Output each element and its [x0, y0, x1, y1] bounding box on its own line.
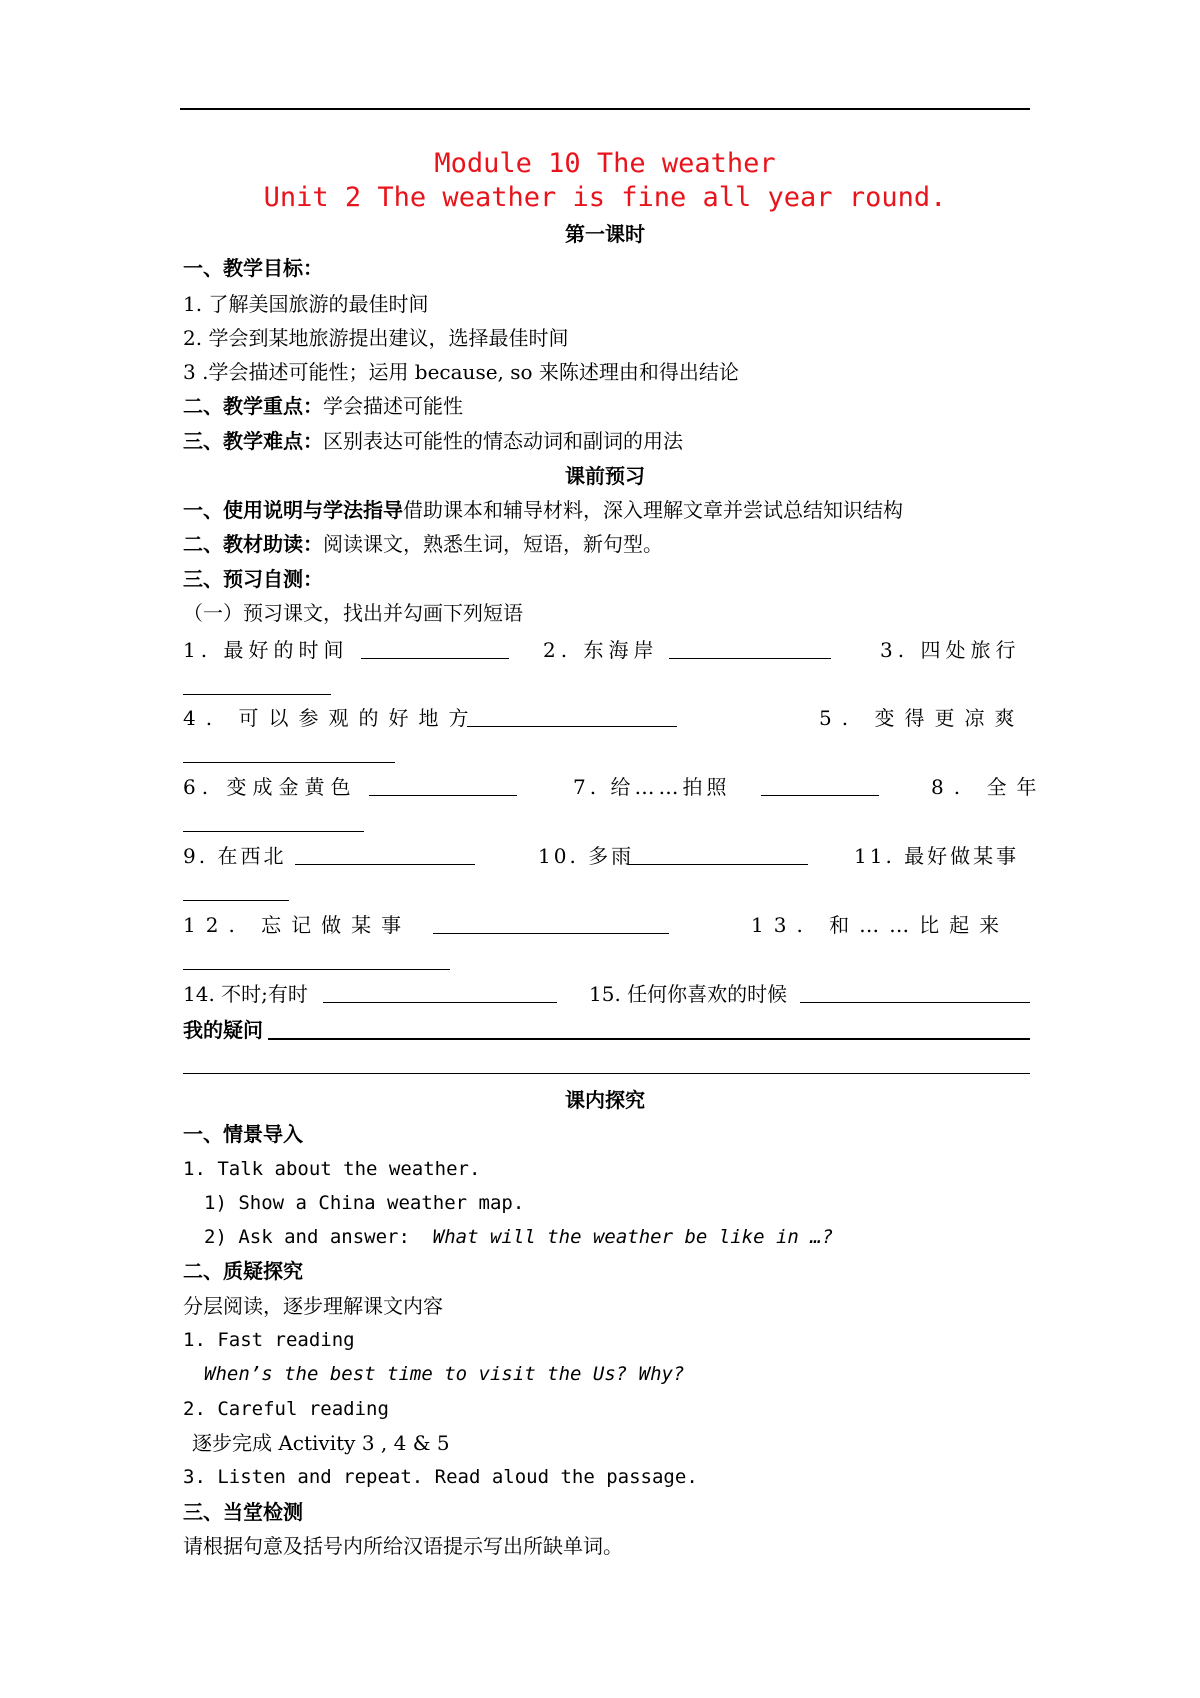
phrase-prompt: 1. 最好的时间	[183, 638, 349, 662]
activity-line: 2. Careful reading	[183, 1398, 389, 1420]
section-heading: 一、情景导入	[183, 1122, 303, 1146]
activity-line: 1) Show a China weather map.	[204, 1192, 525, 1214]
phrase-prompt: 6. 变成金黄色	[183, 775, 357, 799]
phrase-blank-continued[interactable]	[183, 694, 331, 695]
key-point-label: 二、教学重点：	[183, 394, 323, 418]
questions-blank-continued[interactable]	[183, 1073, 1030, 1074]
phrase-prompt: 3. 四处旅行	[880, 638, 1021, 662]
key-point-text: 学会描述可能性	[323, 394, 463, 418]
phrase-blank[interactable]	[433, 907, 669, 945]
phrase-blank-continued[interactable]	[183, 762, 395, 763]
phrase-blank[interactable]	[295, 838, 475, 876]
phrase-row	[183, 907, 1030, 943]
phrase-blank[interactable]	[628, 838, 808, 876]
usage-label: 一、使用说明与学法指导	[183, 498, 403, 522]
phrase-row	[183, 632, 1030, 668]
reading-aid	[183, 528, 663, 560]
module-title: Module 10 The weather	[434, 148, 776, 179]
phrase-blank-continued[interactable]	[183, 831, 364, 832]
objective-item: 1. 了解美国旅游的最佳时间	[183, 292, 429, 316]
exercise-instruction: 请根据句意及括号内所给汉语提示写出所缺单词。	[183, 1534, 623, 1558]
phrase-prompt: 13. 和……比起来	[751, 913, 1010, 937]
objective-item: 2. 学会到某地旅游提出建议，选择最佳时间	[183, 326, 569, 350]
section-heading: 三、当堂检测	[183, 1500, 303, 1524]
phrase-prompt: 12. 忘记做某事	[183, 913, 412, 937]
phrase-blank-continued[interactable]	[183, 900, 289, 901]
phrase-prompt: 5. 变得更凉爽	[819, 706, 1025, 730]
phrase-blank[interactable]	[361, 632, 509, 670]
phrase-row	[183, 976, 1030, 1012]
questions-row	[183, 1012, 1030, 1048]
phrase-prompt: 4. 可以参观的好地方	[183, 706, 479, 730]
activity-line: 1. Talk about the weather.	[183, 1158, 481, 1180]
phrase-prompt: 15. 任何你喜欢的时候	[589, 982, 788, 1006]
activity-line: 1. Fast reading	[183, 1329, 355, 1351]
phrases-instruction: （一）预习课文，找出并勾画下列短语	[183, 601, 523, 625]
section-heading: 二、质疑探究	[183, 1259, 303, 1283]
phrase-prompt: 7. 给……拍照	[573, 775, 731, 799]
phrase-blank[interactable]	[323, 976, 557, 1014]
phrase-row	[183, 838, 1030, 874]
ask-answer-label: 2) Ask and answer:	[204, 1226, 410, 1248]
difficulty-text: 区别表达可能性的情态动词和副词的用法	[323, 429, 683, 453]
phrase-blank[interactable]	[761, 769, 879, 807]
unit-title: Unit 2 The weather is fine all year round.	[263, 182, 947, 213]
activity-line: 3. Listen and repeat. Read aloud the passage.	[183, 1466, 698, 1488]
phrase-prompt: 8. 全年	[931, 775, 1047, 799]
objective-item: 3 .学会描述可能性；运用 because, so 来陈述理由和得出结论	[183, 360, 739, 384]
activity-line: 逐步完成 Activity 3 , 4 & 5	[192, 1431, 450, 1455]
phrase-prompt: 11. 最好做某事	[854, 844, 1020, 868]
phrase-blank[interactable]	[467, 700, 677, 738]
phrase-prompt: 14. 不时;有时	[183, 982, 308, 1006]
phrase-blank[interactable]	[800, 976, 1030, 1014]
explore-heading: 课内探究	[565, 1088, 645, 1112]
phrase-prompt: 10. 多雨	[538, 844, 635, 868]
phrase-row	[183, 700, 1030, 736]
activity-line: 分层阅读，逐步理解课文内容	[183, 1294, 443, 1318]
difficulty-label: 三、教学难点：	[183, 429, 323, 453]
questions-label: 我的疑问	[183, 1018, 263, 1042]
usage-text: 借助课本和辅导材料，深入理解文章并尝试总结知识结构	[403, 498, 903, 522]
phrase-blank[interactable]	[669, 632, 831, 670]
usage-guide	[183, 494, 903, 526]
preview-heading: 课前预习	[565, 464, 645, 488]
activity-line	[204, 1221, 833, 1253]
reading-aid-label: 二、教材助读：	[183, 532, 323, 556]
lesson-period: 第一课时	[565, 222, 645, 246]
key-point	[183, 390, 463, 422]
questions-blank[interactable]	[268, 1012, 1030, 1051]
phrase-prompt: 9. 在西北	[183, 844, 287, 868]
header-rule	[180, 108, 1030, 110]
ask-answer-question: What will the weather be like in …?	[432, 1226, 834, 1248]
self-test-heading: 三、预习自测：	[183, 567, 323, 591]
reading-aid-text: 阅读课文，熟悉生词，短语，新句型。	[323, 532, 663, 556]
phrase-row	[183, 769, 1047, 805]
phrase-blank-continued[interactable]	[183, 969, 450, 970]
phrase-blank[interactable]	[369, 769, 517, 807]
objectives-heading: 一、教学目标：	[183, 256, 323, 280]
fast-reading-question: When’s the best time to visit the Us? Why?	[204, 1363, 685, 1385]
phrase-prompt: 2. 东海岸	[543, 638, 659, 662]
difficulty	[183, 425, 683, 457]
